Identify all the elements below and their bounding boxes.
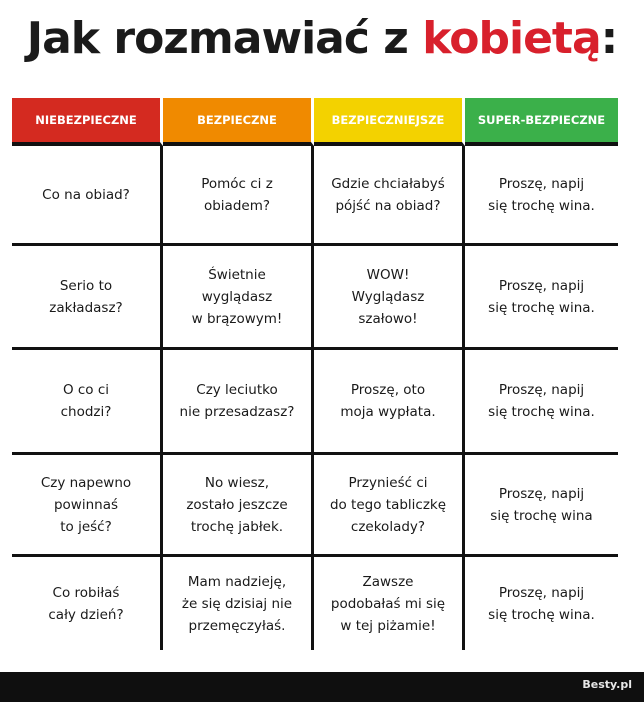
cell-r5-dangerous: Co robiłaś cały dzień? [12, 557, 163, 650]
cell-r3-super-safe: Proszę, napij się trochę wina. [465, 350, 618, 455]
cell-r3-safe: Czy leciutko nie przesadzasz? [163, 350, 314, 455]
cell-r4-safer: Przynieść ci do tego tabliczkę czekolady? [314, 455, 465, 557]
cell-r3-safer: Proszę, oto moja wypłata. [314, 350, 465, 455]
footer-bar [0, 672, 644, 702]
header-dangerous: NIEBEZPIECZNE [12, 98, 163, 146]
page-title [0, 6, 644, 72]
cell-r5-safer: Zawsze podobałaś mi się w tej piżamie! [314, 557, 465, 650]
comparison-table [12, 98, 618, 650]
site-logo[interactable]: Besty.pl [582, 678, 632, 691]
cell-r5-safe: Mam nadzieję, że się dzisiaj nie przemęczyłaś. [163, 557, 314, 650]
cell-r3-dangerous: O co ci chodzi? [12, 350, 163, 455]
cell-r1-safer: Gdzie chciałabyś pójść na obiad? [314, 146, 465, 246]
title-highlight: kobietą [422, 13, 601, 64]
cell-r1-dangerous: Co na obiad? [12, 146, 163, 246]
cell-r2-super-safe: Proszę, napij się trochę wina. [465, 246, 618, 350]
header-super-safe: SUPER-BEZPIECZNE [465, 98, 618, 146]
cell-r2-safer: WOW! Wyglądasz szałowo! [314, 246, 465, 350]
cell-r2-safe: Świetnie wyglądasz w brązowym! [163, 246, 314, 350]
title-text: Jak rozmawiać z [26, 13, 423, 64]
cell-r4-super-safe: Proszę, napij się trochę wina [465, 455, 618, 557]
title-colon: : [600, 13, 618, 64]
cell-r4-dangerous: Czy napewno powinnaś to jeść? [12, 455, 163, 557]
cell-r4-safe: No wiesz, zostało jeszcze trochę jabłek. [163, 455, 314, 557]
cell-r2-dangerous: Serio to zakładasz? [12, 246, 163, 350]
cell-r1-safe: Pomóc ci z obiadem? [163, 146, 314, 246]
cell-r5-super-safe: Proszę, napij się trochę wina. [488, 584, 595, 623]
cell-r1-super-safe: Proszę, napij się trochę wina. [465, 146, 618, 246]
header-safe: BEZPIECZNE [163, 98, 314, 146]
header-safer: BEZPIECZNIEJSZE [314, 98, 465, 146]
